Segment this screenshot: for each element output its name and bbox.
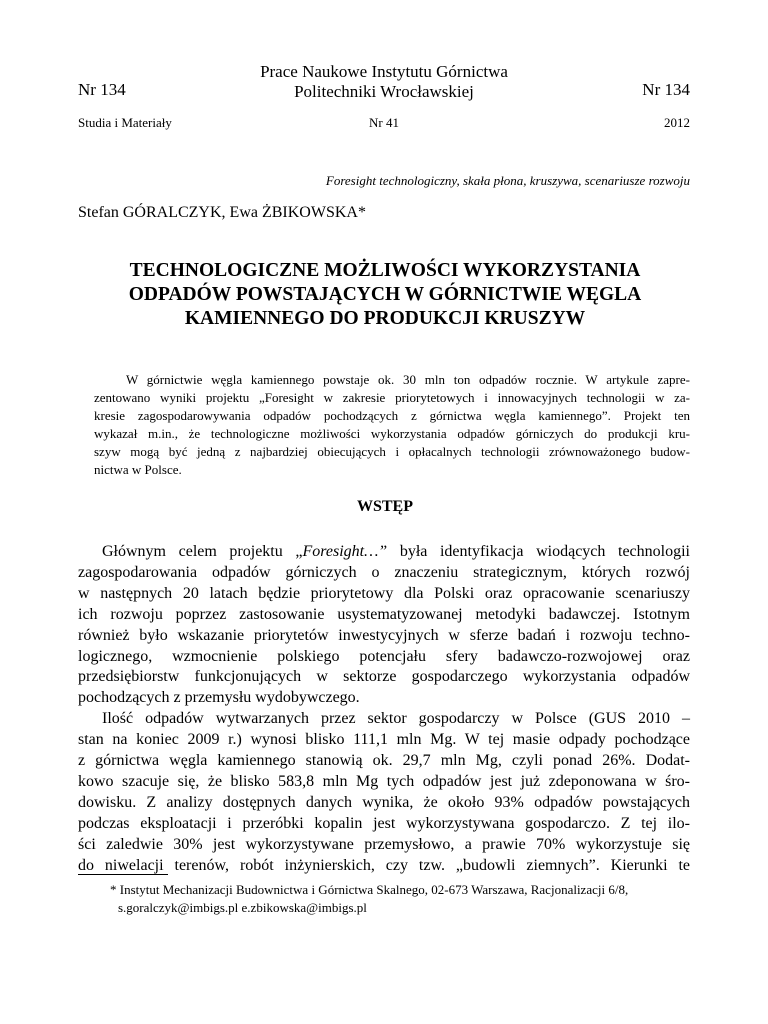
body-line: logicznego, wzmocnienie polskiego potencjału sfery badawczo-rozwojowej oraz bbox=[78, 647, 690, 665]
journal-title-line1: Prace Naukowe Instytutu Górnictwa bbox=[260, 62, 508, 81]
body-line: kowo szacuje się, że blisko 583,8 mln Mg tych odpadów jest już zdeponowana w śro- bbox=[78, 772, 690, 790]
abstract-line: kresie zagospodarowywania odpadów pochodzących z górnictwa węgla kamiennego”. Projekt ten bbox=[94, 408, 690, 423]
paper-title bbox=[78, 259, 692, 331]
abstract-line: nictwa w Polsce. bbox=[94, 462, 182, 477]
body-line: Głównym celem projektu „Foresight…” była identyfikacja wiodących technologii bbox=[102, 543, 690, 560]
body-line: stan na koniec 2009 r.) wynosi blisko 111,1 mln Mg. W tej masie odpady pochodzące bbox=[78, 731, 690, 749]
body-line: ich rozwoju poprzez zastosowanie usystematyzowanej metodyki badawczej. Istotnym bbox=[78, 605, 690, 623]
authors: Stefan GÓRALCZYK, Ewa ŻBIKOWSKA* bbox=[78, 204, 366, 221]
title-line: KAMIENNEGO DO PRODUKCJI KRUSZYW bbox=[184, 308, 586, 329]
footnote bbox=[94, 881, 690, 917]
publication-year: 2012 bbox=[664, 115, 690, 130]
body-text bbox=[78, 542, 690, 877]
body-line: dowisku. Z analizy dostępnych danych wynika, że około 93% odpadów powstających bbox=[78, 793, 690, 811]
body-line: z górnictwa węgla kamiennego stanowią ok. 29,7 mln Mg, czyli ponad 26%. Dodat- bbox=[78, 752, 690, 770]
title-line: ODPADÓW POWSTAJĄCYCH W GÓRNICTWIE WĘGLA bbox=[128, 284, 642, 305]
header-left-number: Nr 134 bbox=[78, 80, 126, 99]
header-right-number: Nr 134 bbox=[642, 80, 690, 99]
journal-title-line2: Politechniki Wrocławskiej bbox=[294, 82, 474, 101]
body-line: ści zaledwie 30% jest wykorzystywane przemysłowo, a prawie 70% wykorzystuje się bbox=[78, 835, 690, 853]
body-line: do niwelacji terenów, robót inżynierskich, czy tzw. „budowli ziemnych”. Kierunki te bbox=[78, 856, 690, 874]
section-heading: WSTĘP bbox=[356, 498, 413, 515]
project-name: Foresight…” bbox=[302, 543, 388, 560]
body-line: w następnych 20 latach będzie priorytetowy dla Polski oraz opracowanie scenariuszy bbox=[78, 584, 690, 602]
keywords: Foresight technologiczny, skała płona, kruszywa, scenariusze rozwoju bbox=[325, 173, 690, 188]
body-line: zagospodarowania odpadów górniczych o znaczeniu strategicznym, których rozwój bbox=[78, 563, 690, 581]
footnote-emails: s.goralczyk@imbigs.pl e.zbikowska@imbigs.pl bbox=[118, 900, 367, 915]
issue-number: Nr 41 bbox=[369, 115, 399, 130]
abstract bbox=[94, 371, 690, 479]
footnote-affiliation: * Instytut Mechanizacji Budownictwa i Górnictwa Skalnego, 02-673 Warszawa, Racjonalizacji 6/8, bbox=[110, 882, 629, 897]
body-line: pochodzących z przemysłu wydobywczego. bbox=[78, 689, 360, 707]
body-line: Ilość odpadów wytwarzanych przez sektor gospodarczy w Polsce (GUS 2010 – bbox=[102, 710, 690, 728]
body-line: podczas eksploatacji i przeróbki kopalin jest wykorzystywana gospodarczo. Z tej ilo- bbox=[78, 814, 690, 832]
series-name: Studia i Materiały bbox=[78, 115, 172, 130]
abstract-line: wykazał m.in., że technologiczne możliwości wykorzystania odpadów górniczych do produkcji kru- bbox=[94, 426, 690, 441]
abstract-line: szyw mogą być jedną z najbardziej obiecujących i opłacalnych technologii zrównoważonego budow- bbox=[94, 444, 690, 459]
abstract-line: zentowano wyniki projektu „Foresight w zakresie priorytetowych i innowacyjnych technologii w za- bbox=[94, 390, 690, 405]
footnote-divider bbox=[78, 874, 168, 875]
title-line: TECHNOLOGICZNE MOŻLIWOŚCI WYKORZYSTANIA bbox=[129, 260, 641, 281]
body-line: przedsiębiorstw funkcjonujących w sektorze gospodarczego wykorzystania odpadów bbox=[78, 668, 690, 686]
body-line: również było wskazanie priorytetów inwestycyjnych w sferze badań i rozwoju techno- bbox=[78, 626, 690, 644]
abstract-line: W górnictwie węgla kamiennego powstaje ok. 30 mln ton odpadów rocznie. W artykule zapre- bbox=[126, 372, 690, 387]
